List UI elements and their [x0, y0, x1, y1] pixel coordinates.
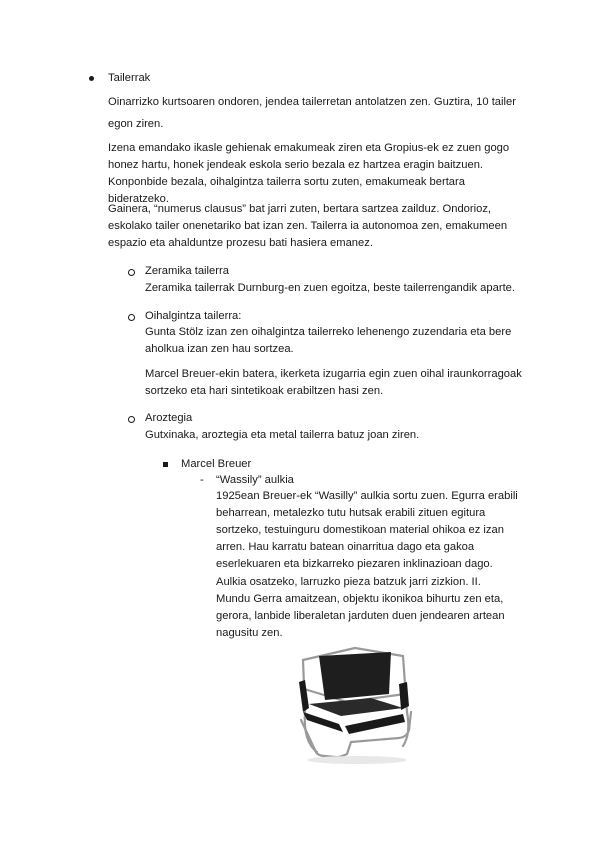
section-title-zeramika: Zeramika tailerra	[145, 265, 229, 277]
tailerrak-paragraph-1: Oinarrizko kurtsoaren ondoren, jendea tailerretan antolatzen zen. Guztira, 10 tailer egon ziren.	[108, 96, 516, 130]
section-title-oihalgintza: Oihalgintza tailerra:	[145, 310, 242, 322]
wassily-chair-image	[295, 642, 425, 767]
square-bullet-icon	[163, 462, 168, 467]
breuer-paragraph-2: Aulkia osatzeko, larruzko pieza batzuk jarri zizkion. II. Mundu Gerra amaitzean, objektu ikonikoa bihurtu zen eta, gerora, lanbide liberaletan jarduten duen jendearen artean nagusitu zen.	[216, 576, 505, 639]
dash-bullet-icon: -	[200, 474, 204, 486]
breuer-paragraph-1: 1925ean Breuer-ek “Wasilly” aulkia sortu zuen. Egurra erabili beharrean, metalezko tutu hutsak erabili zituen egitura sortzeko, testuinguru domestikoan material ohikoa ez izan arren. Hau karratu batean oinarritua dago eta gakoa eserlekuaren eta bizkarreko piezaren inklinazioan dago.	[216, 490, 518, 570]
bullet-dot-icon	[89, 76, 94, 81]
zeramika-paragraph-1: Zeramika tailerrak Durnburg-en zuen egoitza, beste tailerrengandik aparte.	[145, 282, 516, 294]
oihalgintza-paragraph-1: Gunta Stölz izan zen oihalgintza tailerreko lehenengo zuzendaria eta bere aholkua izan zen hau sortzea.	[145, 326, 512, 355]
tailerrak-paragraph-3: Gainera, “numerus clausus” bat jarri zuten, bertara sartzea zailduz. Ondorioz, eskolako tailer onenetariko bat izan zen. Tailerra ia autonomoa zen, emakumeen espazio eta ahalduntze prozesu bati hasiera emanez.	[108, 203, 508, 249]
circle-bullet-icon	[128, 269, 135, 276]
aroztegia-paragraph-1: Gutxinaka, aroztegia eta metal tailerra batuz joan ziren.	[145, 429, 420, 441]
section-title-aroztegia: Aroztegia	[145, 412, 193, 424]
section-title-tailerrak: Tailerrak	[108, 72, 151, 84]
oihalgintza-paragraph-2: Marcel Breuer-ekin batera, ikerketa izugarria egin zuen oihal iraunkorragoak sortzeko eta hari sintetikoak erabiltzen hasi zen.	[145, 368, 522, 397]
section-title-breuer: Marcel Breuer	[181, 458, 252, 470]
tailerrak-paragraph-2: Izena emandako ikasle gehienak emakumeak ziren eta Gropius-ek ez zuen gogo honez hartu, honek jendeak eskola serio bezala ez hartzea eragin baitzuen. Konponbide bezala, oihalgintza tailerra sortu zuten, emakumeak bertara bideratzeko.	[108, 142, 510, 205]
circle-bullet-icon	[128, 416, 135, 423]
circle-bullet-icon	[128, 314, 135, 321]
subsection-title-wassily: “Wassily” aulkia	[216, 474, 294, 486]
